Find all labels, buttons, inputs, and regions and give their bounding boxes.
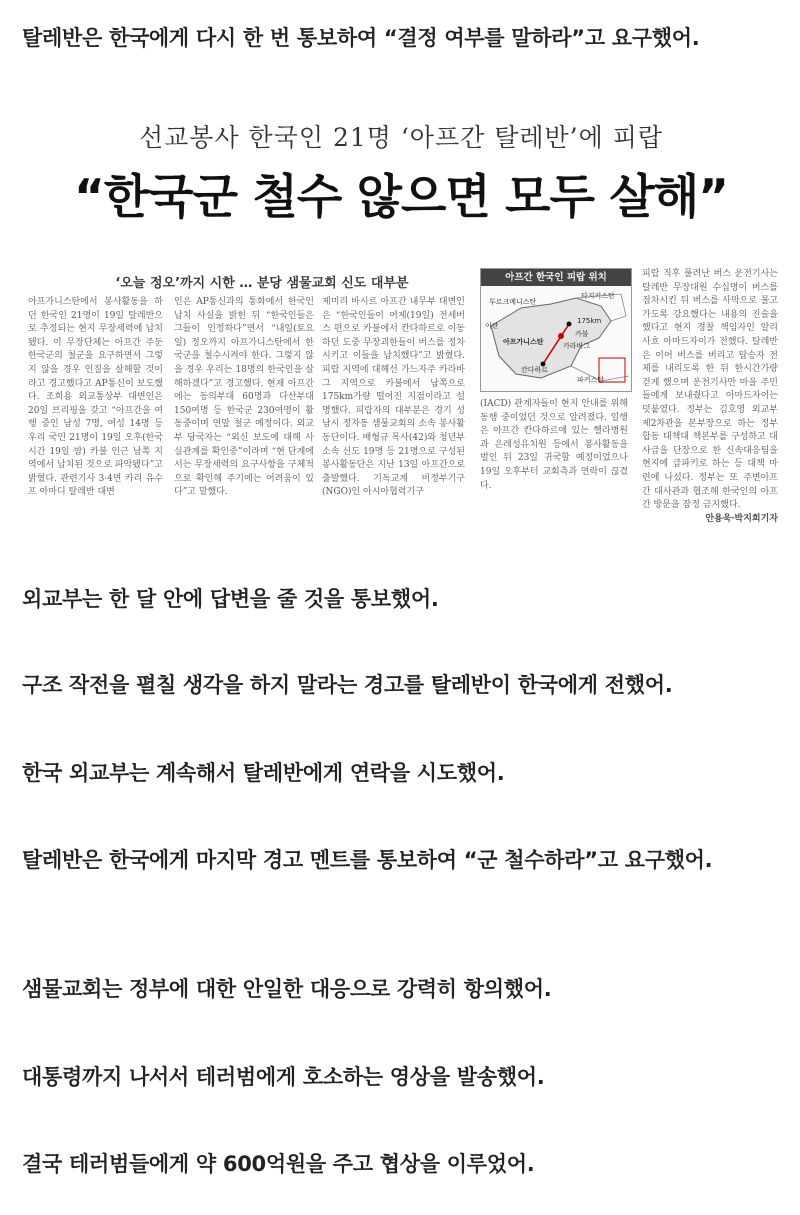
paragraph-4: 한국 외교부는 계속해서 탈레반에게 연락을 시도했어. [22,761,505,785]
paragraph-7: 대통령까지 나서서 테러범에게 호소하는 영상을 발송했어. [22,1065,545,1089]
paragraph-5: 탈레반은 한국에게 마지막 경고 멘트를 통보하여 “군 철수하라”고 요구했어. [22,848,713,872]
paragraph-3: 구조 작전을 펼칠 생각을 하지 말라는 경고를 탈레반이 한국에게 전했어. [22,673,673,697]
article-column-3-text: 제미리 바시르 아프간 내무부 대변인은 “한국인들이 어제(19일) 전세버스 편으로 카불에서 칸다하르로 이동하던 도중 무장괴한들이 버스를 정차시키고 이들을 납치했다”고 밝혔다. 피랍 지역에 대해선 가느자주 카라바그 지역으로 카불에서 남쪽으로 175km가량 떨어진 지점이라고 설명했다. 피랍자의 대부분은 경기 성남시 정자동 샘물교회의 소속 봉사활동단이다. 배형규 목사(42)와 청년부 소속 신도 19명 등 21명으로 구성된 봉사활동단은 지난 13일 아프간으로 출발했다. 기독교계 비정부기구(NGO)인 아시아협력기구 [322,297,465,498]
clipping-kicker: 선교봉사 한국인 21명 ‘아프간 탈레반’에 피랍 [139,123,663,152]
map-label-site: 카라바그 [563,342,591,350]
map-label-pakistan: 파키스탄 [577,376,605,384]
clipping-headline: “한국군 철수 않으면 모두 살해” [73,170,729,225]
map-label-kabul: 카불 [575,330,589,338]
article-column-1 [28,296,163,536]
article-column-1-text: 아프가니스탄에서 봉사활동을 하던 한국인 21명이 19일 탈레반으로 추정되는 현지 무장세력에 납치됐다. 이 무장단체는 아프간 주둔 한국군의 철군을 요구하면서 그렇지 않을 경우 인질을 살해할 것이라고 경고했다고 AP통신이 보도했다. 조희용 외교통상부 대변인은 20일 브리핑을 갖고 “아프간을 여행 중인 남성 7명, 여성 14명 등 우리 국민 21명이 19일 오후(한국시간 19일 밤) 카불 인근 남쪽 지역에서 납치된 것으로 파악됐다”고 밝혔다. 관련기사 3·4면 카리 유수프 아마디 탈레반 대변 [28,297,163,498]
clipping-subhead: ‘오늘 정오’까지 시한 … 분당 샘물교회 신도 대부분 [115,276,409,291]
map-label-country: 아프가니스탄 [503,338,544,346]
map-label-kandahar: 칸다하르 [521,366,549,374]
article-column-3 [322,296,465,536]
article-column-5 [642,268,778,538]
article-byline: 안용욱·박지희기자 [705,513,778,524]
article-column-4-text: (IACD) 관계자들이 현지 안내를 위해 동행 중이었던 것으로 알려졌다. 일행은 아프간 칸다하르에 있는 헬라병원과 은레성유치원 등에서 봉사활동을 벌인 뒤 23일 귀국할 예정이었으나 19일 오후부터 교회측과 연락이 끊겼다. [480,399,628,491]
article-column-2-text: 인은 AP통신과의 통화에서 한국인 납치 사실을 밝힌 뒤 “한국인들은 그들이 인정하다”면서 “내일(토요일) 정오까지 아프가니스탄에서 한국군을 철수시켜야 한다. 그렇지 않을 경우 우리는 18명의 한국인을 살해하겠다”고 경고했다. 현재 아프간에는 동의부대 60명과 다산부대 150여명 등 한국군 230여명이 활동중이며 연말 철군 예정이다. 외교부 당국자는 “외신 보도에 대해 사실관계를 확인중”이라며 “현 단계에서는 무장세력의 요구사항을 구체적으로 확인해 주기에는 어려움이 있다”고 말했다. [174,297,314,498]
article-column-2 [174,296,314,536]
newspaper-clipping [22,100,780,544]
paragraph-6: 샘물교회는 정부에 대한 안일한 대응으로 강력히 항의했어. [22,977,552,1001]
article-column-4 [480,398,628,538]
article-column-5-text: 피랍 직후 풀려난 버스 운전기사는 탈레반 무장대원 수십명이 버스를 점차시킨 뒤 버스를 사막으로 몰고 가도록 강요했다는 내용의 진술을 했다고 현지 경찰 책임자인 알리 사흐 아마드자이가 전했다. 탈레반은 이어 버스를 버리고 탑승자 전체를 내리도록 한 뒤 한시간가량 걷게 했으며 운전기사만 마을 주민들에게 보내줬다고 아마드자이는 덧붙였다. 정부는 김호영 외교부 제2차관을 본부장으로 하는 정부합동 대책대 책본부를 구성하고 대사급을 단장으로 한 신속대응팀을 현지에 급파키로 하는 등 대책 마련에 나섰다. 정부는 또 주변아프간 대사관과 협조해 한국인의 아프간 방문을 잠정 금지했다. [642,269,778,511]
map-label-tajik: 타지키스탄 [581,292,615,300]
map-label-distance: 175km [577,317,602,325]
paragraph-1: 탈레반은 한국에게 다시 한 번 통보하여 “결정 여부를 말하라”고 요구했어. [22,26,700,50]
map-title: 아프간 한국인 피랍 위치 [481,269,631,286]
paragraph-2: 외교부는 한 달 안에 답변을 줄 것을 통보했어. [22,587,439,611]
map-label-iran: 이란 [485,322,499,330]
paragraph-8: 결국 테러범들에게 약 600억원을 주고 협상을 이루었어. [22,1152,535,1176]
location-map [480,268,632,392]
map-label-turkmen: 투르크메니스탄 [489,298,537,306]
